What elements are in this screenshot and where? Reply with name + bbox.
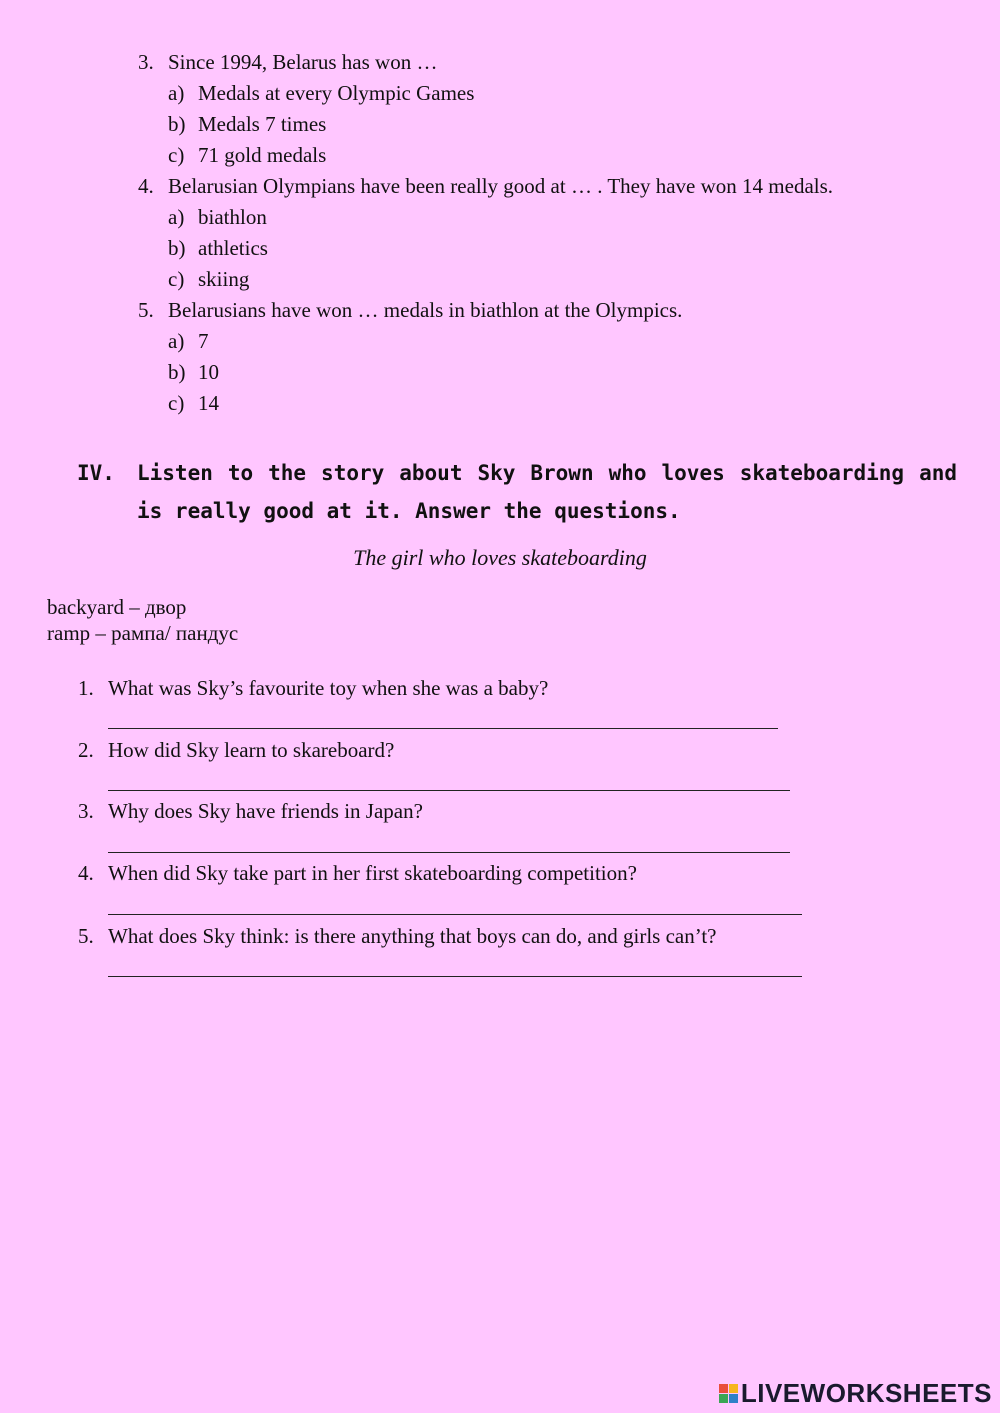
- section-iv-heading: IV. Listen to the story about Sky Brown who loves skateboarding and is really good at it. Answer the questions.: [77, 461, 957, 523]
- story-title: The girl who loves skateboarding: [353, 545, 647, 570]
- option-3b[interactable]: b) Medals 7 times: [168, 112, 327, 136]
- option-4b[interactable]: b) athletics: [168, 236, 268, 260]
- option-4c[interactable]: c) skiing: [168, 267, 250, 291]
- vocab-item: backyard – двор: [47, 595, 187, 619]
- question-5: 5. Belarusians have won … medals in biathlon at the Olympics.: [138, 298, 683, 322]
- option-5c[interactable]: c) 14: [168, 391, 219, 415]
- option-3a[interactable]: a) Medals at every Olympic Games: [168, 81, 475, 105]
- liveworksheets-logo-icon: [719, 1384, 738, 1403]
- answer-line-5[interactable]: [108, 976, 802, 977]
- question-3: 3. Since 1994, Belarus has won …: [138, 50, 438, 74]
- answer-line-4[interactable]: [108, 914, 802, 915]
- open-question-5: 5. What does Sky think: is there anything that boys can do, and girls can’t?: [78, 924, 717, 948]
- option-5a[interactable]: a) 7: [168, 329, 209, 353]
- option-3c[interactable]: c) 71 gold medals: [168, 143, 327, 167]
- answer-line-2[interactable]: [108, 790, 790, 791]
- vocab-item: ramp – рампа/ пандус: [47, 621, 239, 645]
- answer-line-3[interactable]: [108, 852, 790, 853]
- option-4a[interactable]: a) biathlon: [168, 205, 267, 229]
- open-question-2: 2. How did Sky learn to skareboard?: [78, 738, 395, 762]
- answer-line-1[interactable]: [108, 728, 778, 729]
- question-4: 4. Belarusian Olympians have been really good at … . They have won 14 medals.: [138, 174, 834, 198]
- open-question-3: 3. Why does Sky have friends in Japan?: [78, 799, 423, 823]
- liveworksheets-logo: LIVEWORKSHEETS: [719, 1378, 992, 1409]
- option-5b[interactable]: b) 10: [168, 360, 219, 384]
- open-question-4: 4. When did Sky take part in her first skateboarding competition?: [78, 861, 637, 885]
- open-question-1: 1. What was Sky’s favourite toy when she was a baby?: [78, 676, 549, 700]
